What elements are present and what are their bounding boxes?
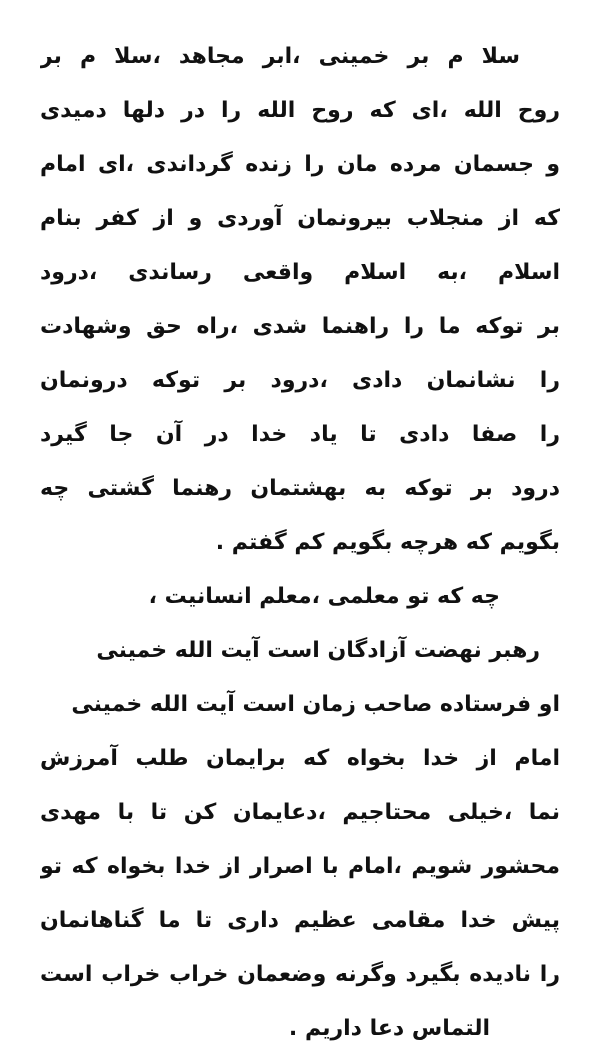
text-line-7: را نشانمان دادی ،درود بر توکه درونمان (40, 368, 560, 393)
text-line-11: چه که تو معلمی ،معلم انسانیت ، (148, 584, 500, 609)
text-line-5: اسلام ،به اسلام واقعی رساندی ،درود (40, 260, 560, 285)
text-line-19: التماس دعا داریم . (288, 1016, 490, 1041)
text-line-9: درود بر توکه به بهشتمان رهنما گشتی چه (40, 476, 560, 501)
text-line-2: روح الله ،ای که روح الله را در دلها دمیدی (40, 98, 560, 123)
text-line-1: سلا م بر خمینی ،ابر مجاهد ،سلا م بر (40, 44, 520, 69)
text-line-15: نما ،خیلی محتاجیم ،دعایمان کن تا با مهدی (40, 800, 560, 825)
handwritten-letter (40, 30, 560, 1056)
text-line-13: او فرستاده صاحب زمان است آیت الله خمینی (71, 692, 560, 717)
text-line-4: که از منجلاب بیرونمان آوردی و از کفر بنام (40, 206, 560, 231)
text-line-17: پیش خدا مقامی عظیم داری تا ما گناهانمان (40, 908, 560, 933)
text-line-10: بگویم که هرچه بگویم کم گفتم . (215, 530, 560, 555)
text-line-14: امام از خدا بخواه که برایمان طلب آمرزش (40, 746, 560, 771)
text-line-3: و جسمان مرده مان را زنده گرداندی ،ای امام (40, 152, 560, 177)
text-line-8: را صفا دادی تا یاد خدا در آن جا گیرد (40, 422, 560, 447)
text-line-6: بر توکه ما را راهنما شدی ،راه حق وشهادت (40, 314, 560, 339)
text-line-12: رهبر نهضت آزادگان است آیت الله خمینی (96, 638, 540, 663)
text-line-18: را نادیده بگیرد وگرنه وضعمان خراب خراب است (40, 962, 560, 987)
text-line-16: محشور شویم ،امام با اصرار از خدا بخواه که تو (40, 854, 560, 879)
